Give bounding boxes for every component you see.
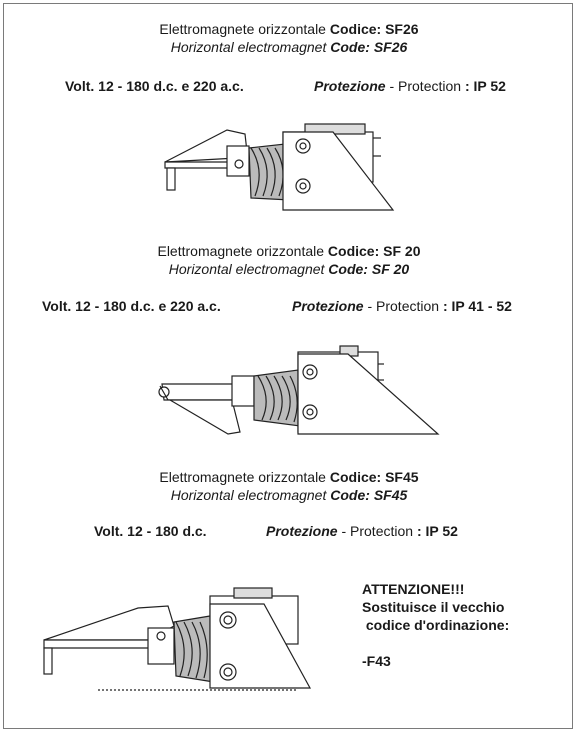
electromagnet-drawing (38, 584, 318, 696)
protection-spec: Protezione - Protection : IP 41 - 52 (292, 298, 512, 314)
title-it: Elettromagnete orizzontale Codice: SF26 (159, 21, 419, 37)
protection-spec: Protezione - Protection : IP 52 (314, 78, 506, 94)
attention-notice (362, 580, 509, 670)
title-en: Horizontal electromagnet Code: SF26 (170, 39, 408, 55)
title-en: Horizontal electromagnet Code: SF45 (170, 487, 408, 503)
protection-spec: Protezione - Protection : IP 52 (266, 523, 458, 539)
title-it: Elettromagnete orizzontale Codice: SF45 (159, 469, 419, 485)
title-it: Elettromagnete orizzontale Codice: SF 20 (157, 243, 421, 259)
notice-line: Sostituisce il vecchio (362, 599, 505, 615)
voltage-spec: Volt. 12 - 180 d.c. (94, 523, 207, 539)
voltage-spec: Volt. 12 - 180 d.c. e 220 a.c. (65, 78, 244, 94)
title-en: Horizontal electromagnet Code: SF 20 (168, 261, 410, 277)
notice-line: codice d'ordinazione: (362, 617, 510, 633)
old-order-code: -F43 (362, 653, 391, 669)
electromagnet-drawing (155, 118, 395, 216)
voltage-spec: Volt. 12 - 180 d.c. e 220 a.c. (42, 298, 221, 314)
notice-heading: ATTENZIONE!!! (362, 581, 465, 597)
electromagnet-drawing (150, 340, 442, 442)
